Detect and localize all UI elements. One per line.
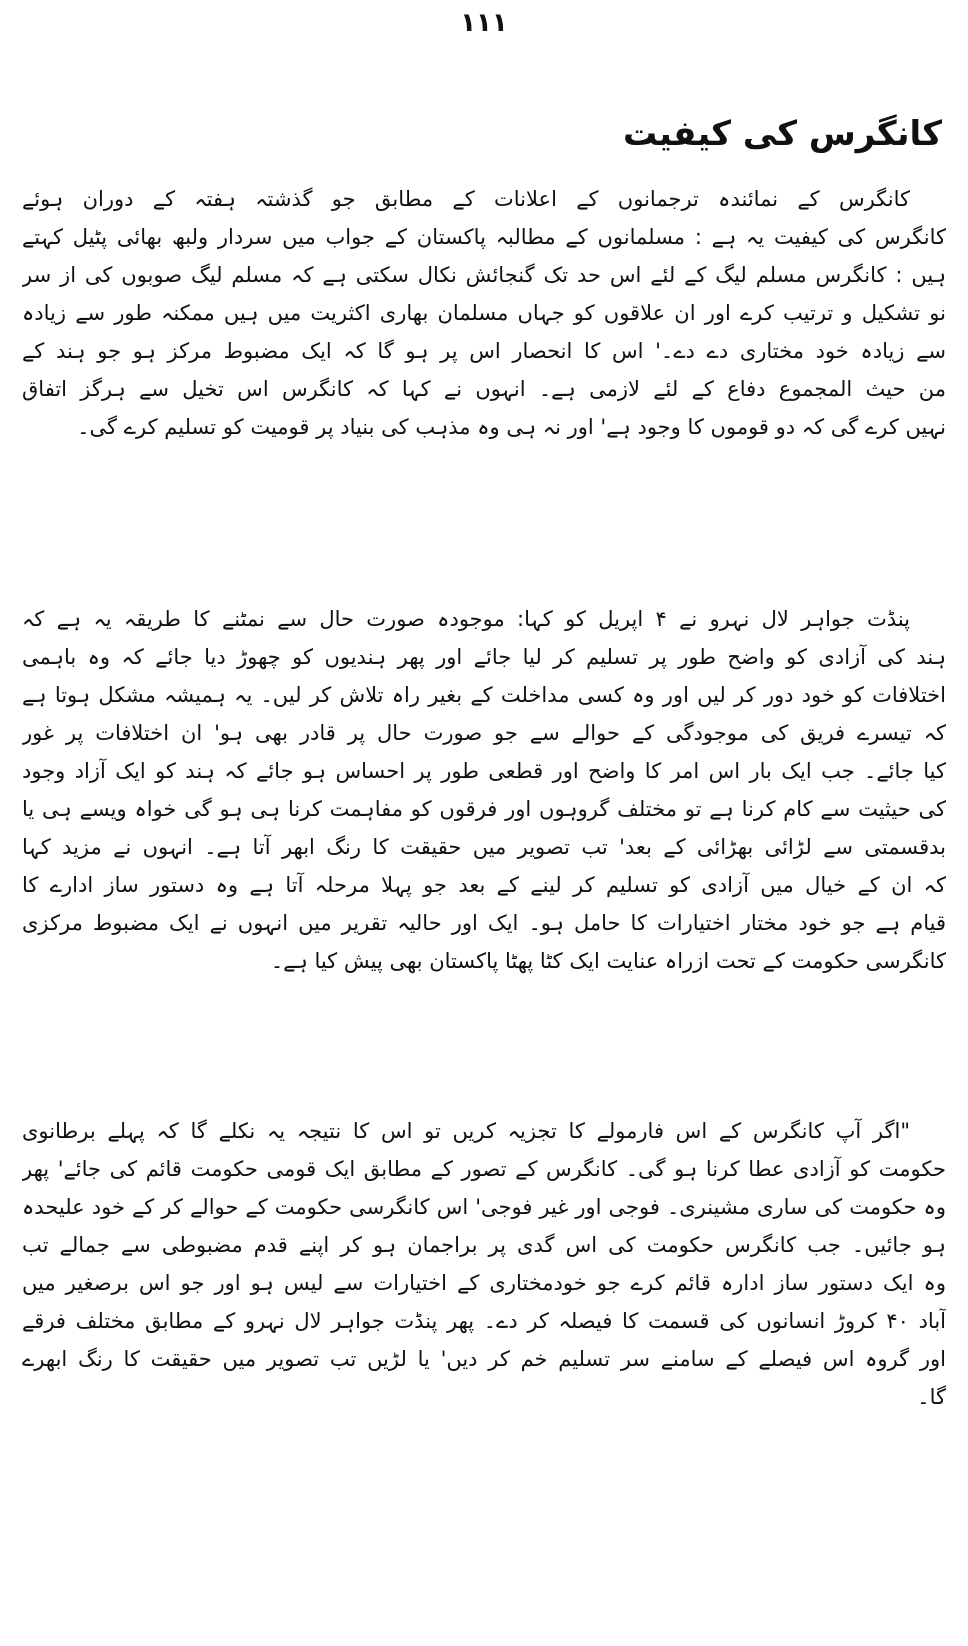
text-line: کیا جائے۔ جب ایک بار اس امر کا واضح اور قطعی طور پر احساس ہو جائے کہ ہند کو ایک آزاد وجود bbox=[22, 759, 946, 783]
text-line: ہیں : کانگرس مسلم لیگ کے لئے اس حد تک گنجائش نکال سکتی ہے کہ مسلم لیگ صوبوں کی از سر bbox=[22, 263, 946, 287]
text-line: قیام ہے جو خود مختار اختیارات کا حامل ہو۔ ایک اور حالیہ تقریر میں انہوں نے ایک مضبوط مرکزی bbox=[22, 911, 946, 935]
paragraph-congress-position bbox=[22, 180, 946, 446]
text-line: ہند کی آزادی کو واضح طور پر تسلیم کر لیا جائے اور پھر ہندیوں کو چھوڑ دیا جائے کہ وہ باہمی bbox=[22, 645, 946, 669]
text-line: کانگرس کے نمائندہ ترجمانوں کے اعلانات کے مطابق جو گذشتہ ہفتہ کے دوران ہوئے bbox=[22, 187, 910, 211]
text-line: حکومت کو آزادی عطا کرنا ہو گی۔ کانگرس کے تصور کے مطابق ایک قومی حکومت قائم کی جائے' پھر bbox=[22, 1157, 946, 1181]
text-line: پنڈت جواہر لال نہرو نے ۴ اپریل کو کہا: موجودہ صورت حال سے نمٹنے کا طریقہ یہ ہے کہ bbox=[22, 607, 910, 631]
text-line: سے زیادہ خود مختاری دے دے۔' اس کا انحصار اس پر ہو گا کہ ایک مضبوط مرکز ہو جو ہند کے bbox=[22, 339, 946, 363]
text-line: کانگرسی حکومت کے تحت ازراہ عنایت ایک کٹا پھٹا پاکستان بھی پیش کیا ہے۔ bbox=[270, 949, 946, 973]
paragraph-formula-analysis bbox=[22, 1112, 946, 1416]
text-line: وہ ایک دستور ساز ادارہ قائم کرے جو خودمختاری کے اختیارات سے لیس ہو اور جو اس برصغیر میں bbox=[22, 1271, 946, 1295]
text-line: گا۔ bbox=[917, 1385, 946, 1409]
text-line: کہ ان کے خیال میں آزادی کو تسلیم کر لینے کے بعد جو پہلا مرحلہ آتا ہے وہ دستور ساز ادارے کا bbox=[22, 873, 946, 897]
text-line: کی حیثیت سے کام کرنا ہے تو مختلف گروہوں اور فرقوں کو مفاہمت کرنا ہی ہو گی خواہ ویسے ہی یا bbox=[22, 797, 946, 821]
section-title: کانگرس کی کیفیت bbox=[623, 114, 942, 154]
text-line: اور گروہ اس فیصلے کے سامنے سر تسلیم خم کر دیں' یا لڑیں تب تصویر میں حقیقت کا رنگ ابھرے bbox=[22, 1347, 946, 1371]
text-line: اختلافات کو خود دور کر لیں اور وہ کسی مداخلت کے بغیر راہ تلاش کر لیں۔ یہ ہمیشہ مشکل ہوتا ہے bbox=[22, 683, 946, 707]
text-line: ہو جائیں۔ جب کانگرس حکومت کی اس گدی پر براجمان ہو کر اپنے قدم مضبوطی سے جمالے تب bbox=[22, 1233, 946, 1257]
text-line: من حیث المجموع دفاع کے لئے لازمی ہے۔ انہوں نے کہا کہ کانگرس اس تخیل سے ہرگز اتفاق bbox=[22, 377, 946, 401]
text-line: کہ تیسرے فریق کی موجودگی کے حوالے سے جو صورت حال پر قادر بھی ہو' ان اختلافات پر غور bbox=[22, 721, 946, 745]
text-line: نہیں کرے گی کہ دو قوموں کا وجود ہے' اور نہ ہی وہ مذہب کی بنیاد پر قومیت کو تسلیم کرے گی۔ bbox=[77, 415, 946, 439]
text-line: بدقسمتی سے لڑائی بھڑائی کے بعد' تب تصویر میں حقیقت کا رنگ ابھر آتا ہے۔ انہوں نے مزید کہا bbox=[22, 835, 946, 859]
text-line: نو تشکیل و ترتیب کرے اور ان علاقوں کو جہاں مسلمان بھاری اکثریت میں ہیں ممکنہ طور سے زیادہ bbox=[22, 301, 946, 325]
text-line: "اگر آپ کانگرس کے اس فارمولے کا تجزیہ کریں تو اس کا نتیجہ یہ نکلے گا کہ پہلے برطانوی bbox=[22, 1119, 910, 1143]
text-line: کانگرس کی کیفیت یہ ہے : مسلمانوں کے مطالبہ پاکستان کے جواب میں سردار ولبھ بھائی پٹیل کہتے bbox=[22, 225, 946, 249]
page-number: ۱۱۱ bbox=[460, 8, 508, 38]
text-line: وہ حکومت کی ساری مشینری۔ فوجی اور غیر فوجی' اس کانگرسی حکومت کے حوالے کر کے خود علیحدہ bbox=[22, 1195, 946, 1219]
text-line: آباد ۴۰ کروڑ انسانوں کی قسمت کا فیصلہ کر دے۔ پھر پنڈت جواہر لال نہرو کے مطابق مختلف فرقے bbox=[22, 1309, 946, 1333]
paragraph-nehru-statement bbox=[22, 600, 946, 980]
